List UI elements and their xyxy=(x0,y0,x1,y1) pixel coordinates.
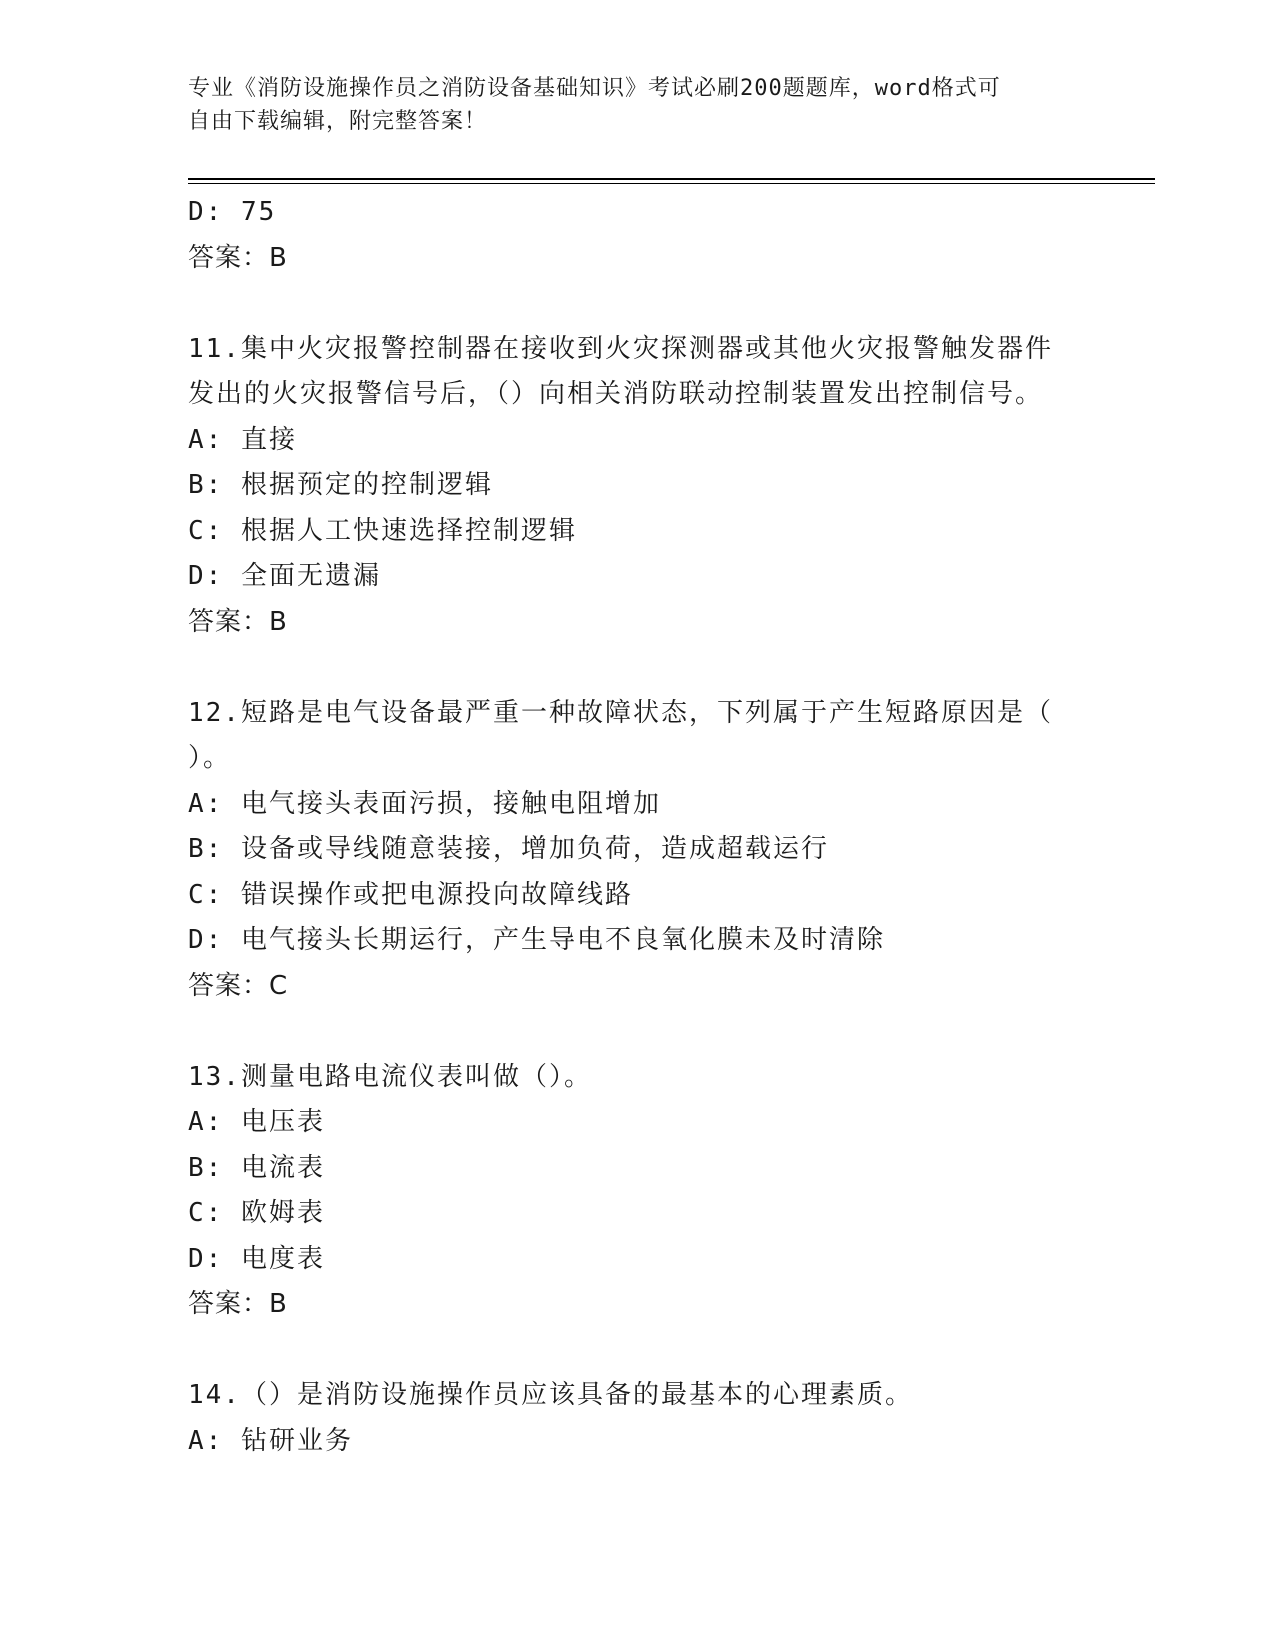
answer: 答案：C xyxy=(188,970,289,1001)
option-c: C: 欧姆表 xyxy=(188,1198,325,1228)
option-d-previous: D: 75 xyxy=(188,197,277,227)
spacer xyxy=(188,281,1088,327)
question-12 xyxy=(188,691,1088,1010)
option-a: A: 钻研业务 xyxy=(188,1425,353,1456)
option-d: D: 全面无遗漏 xyxy=(188,561,381,591)
option-b: B: 根据预定的控制逻辑 xyxy=(188,470,493,500)
spacer xyxy=(188,1009,1088,1055)
option-c: C: 错误操作或把电源投向故障线路 xyxy=(188,879,633,910)
question-14 xyxy=(188,1373,1088,1464)
question-list xyxy=(188,190,1088,1464)
question-stem-line-2: 发出的火灾报警信号后，（）向相关消防联动控制装置发出控制信号。 xyxy=(188,379,1044,409)
option-a: A: 电压表 xyxy=(188,1107,325,1137)
answer: 答案：B xyxy=(188,1289,288,1319)
question-13 xyxy=(188,1055,1088,1328)
spacer xyxy=(188,1328,1088,1374)
question-stem-line-1: 12.短路是电气设备最严重一种故障状态，下列属于产生短路原因是（ xyxy=(188,697,1053,728)
question-stem-line-1: 13.测量电路电流仪表叫做（）。 xyxy=(188,1061,592,1092)
option-a: A: 直接 xyxy=(188,424,297,455)
option-d: D: 电度表 xyxy=(188,1243,325,1274)
option-c: C: 根据人工快速选择控制逻辑 xyxy=(188,515,577,546)
question-11 xyxy=(188,327,1088,646)
header-divider-thin xyxy=(188,183,1155,184)
spacer xyxy=(188,645,1088,691)
header-title-line-2: 自由下载编辑，附完整答案！ xyxy=(188,109,488,134)
answer-previous: 答案：B xyxy=(188,242,288,273)
question-stem-line-2: ）。 xyxy=(188,743,232,773)
question-stem-line-1: 11.集中火灾报警控制器在接收到火灾探测器或其他火灾报警触发器件 xyxy=(188,333,1053,364)
answer: 答案：B xyxy=(188,606,288,637)
option-a: A: 电气接头表面污损，接触电阻增加 xyxy=(188,788,661,819)
option-d: D: 电气接头长期运行，产生导电不良氧化膜未及时清除 xyxy=(188,925,885,955)
option-b: B: 设备或导线随意装接，增加负荷，造成超载运行 xyxy=(188,834,829,864)
question-stem-line-1: 14.（）是消防设施操作员应该具备的最基本的心理素质。 xyxy=(188,1380,913,1410)
page-header xyxy=(188,72,1088,138)
option-b: B: 电流表 xyxy=(188,1152,325,1183)
header-divider-thick xyxy=(188,178,1155,180)
header-title-line-1: 专业《消防设施操作员之消防设备基础知识》考试必刷200题题库，word格式可 xyxy=(188,76,1001,101)
